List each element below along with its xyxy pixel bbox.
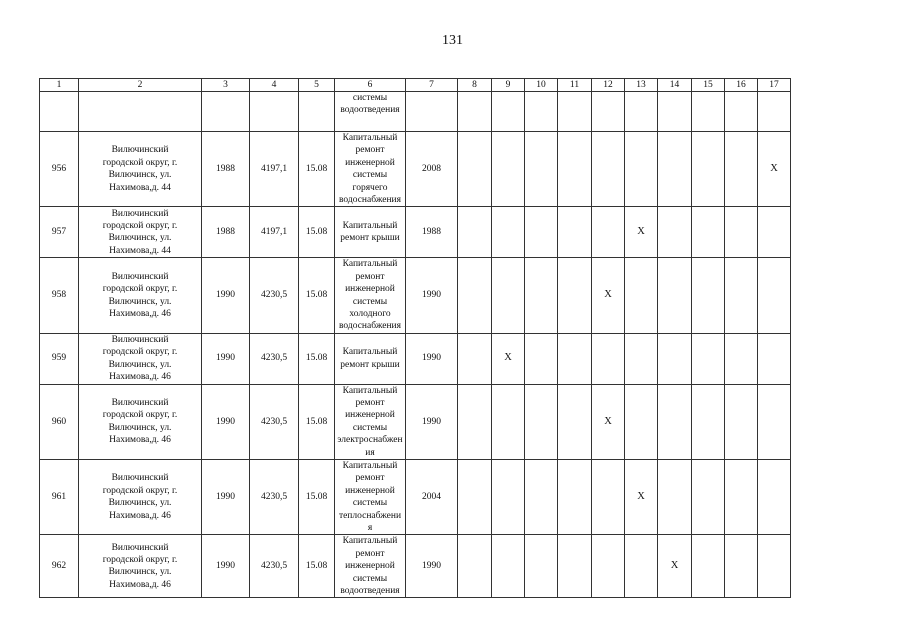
empty-cell	[558, 384, 592, 459]
empty-cell	[592, 132, 625, 207]
address-cell-line: Вилючинский	[111, 334, 169, 345]
column-header-8: 8	[458, 79, 492, 92]
work-type-cell-line: системы	[352, 93, 388, 103]
empty-cell	[725, 384, 758, 459]
column-header-14: 14	[658, 79, 692, 92]
address-cell-line: Вилючинск, ул.	[108, 296, 172, 307]
empty-cell	[758, 258, 791, 333]
table-row	[40, 207, 791, 258]
column-header-10: 10	[525, 79, 558, 92]
work-type-cell	[335, 92, 406, 132]
row-number-cell: 960	[40, 384, 79, 459]
empty-cell	[558, 333, 592, 384]
code-cell: 15.08	[299, 384, 335, 459]
mark-cell: X	[492, 333, 525, 384]
column-header-16: 16	[725, 79, 758, 92]
last-repair-year-cell: 2008	[406, 132, 458, 207]
address-cell-line: Нахимова,д. 46	[109, 579, 171, 590]
mark-cell: X	[592, 384, 625, 459]
empty-cell	[250, 92, 299, 132]
last-repair-year-cell: 1990	[406, 333, 458, 384]
empty-cell	[458, 384, 492, 459]
empty-cell	[558, 258, 592, 333]
repair-register-table	[39, 78, 791, 598]
address-cell-line: Нахимова,д. 46	[109, 372, 171, 383]
empty-cell	[725, 92, 758, 132]
address-cell-line: городской округ, г.	[102, 284, 178, 295]
empty-cell	[692, 92, 725, 132]
empty-cell	[692, 535, 725, 598]
continuation-row	[40, 92, 791, 132]
empty-cell	[692, 258, 725, 333]
work-type-cell-line: ремонт	[355, 271, 385, 282]
page-number: 131	[442, 33, 463, 48]
area-cell: 4197,1	[250, 132, 299, 207]
address-cell	[79, 132, 202, 207]
work-type-cell-line: водоснабжения	[338, 195, 402, 206]
empty-cell	[725, 535, 758, 598]
address-cell-line: Вилючинский	[111, 473, 169, 484]
address-cell-line: Вилючинский	[111, 145, 169, 156]
address-cell-line: Нахимова,д. 44	[109, 182, 171, 193]
table-row	[40, 459, 791, 534]
empty-cell	[492, 535, 525, 598]
work-type-cell-line: я	[367, 522, 373, 533]
empty-cell	[525, 384, 558, 459]
empty-cell	[725, 258, 758, 333]
address-cell-line: Вилючинск, ул.	[108, 567, 172, 578]
work-type-cell-line: водоснабжения	[338, 321, 402, 332]
column-header-15: 15	[692, 79, 725, 92]
work-type-cell-line: Капитальный	[342, 133, 398, 143]
work-type-cell-line: водоотведения	[340, 105, 400, 116]
code-cell: 15.08	[299, 132, 335, 207]
column-header-4: 4	[250, 79, 299, 92]
work-type-cell-line: ремонт	[355, 397, 385, 408]
empty-cell	[592, 92, 625, 132]
build-year-cell: 1990	[202, 333, 250, 384]
empty-cell	[625, 384, 658, 459]
address-cell-line: городской округ, г.	[102, 221, 178, 232]
empty-cell	[79, 92, 202, 132]
work-type-cell	[335, 384, 406, 459]
address-cell	[79, 384, 202, 459]
row-number-cell: 956	[40, 132, 79, 207]
build-year-cell: 1988	[202, 132, 250, 207]
work-type-cell-line: Капитальный	[342, 460, 398, 471]
work-type-cell-line: ремонт	[355, 473, 385, 484]
empty-cell	[458, 459, 492, 534]
address-cell	[79, 207, 202, 258]
build-year-cell: 1990	[202, 384, 250, 459]
empty-cell	[758, 535, 791, 598]
empty-cell	[492, 207, 525, 258]
address-cell-line: Нахимова,д. 46	[109, 510, 171, 521]
empty-cell	[658, 132, 692, 207]
work-type-cell-line: Капитальный	[342, 347, 398, 358]
area-cell: 4230,5	[250, 535, 299, 598]
empty-cell	[458, 132, 492, 207]
last-repair-year-cell: 1990	[406, 535, 458, 598]
work-type-cell-line: системы	[352, 498, 388, 509]
work-type-cell-line: системы	[352, 170, 388, 181]
work-type-cell-line: системы	[352, 573, 388, 584]
empty-cell	[458, 535, 492, 598]
empty-cell	[492, 92, 525, 132]
work-type-cell-line: ремонт	[355, 145, 385, 156]
address-cell-line: Нахимова,д. 46	[109, 435, 171, 446]
address-cell-line: Вилючинский	[111, 397, 169, 408]
work-type-cell	[335, 132, 406, 207]
work-type-cell-line: ремонт крыши	[340, 359, 400, 370]
build-year-cell: 1990	[202, 459, 250, 534]
column-header-1: 1	[40, 79, 79, 92]
address-cell-line: Нахимова,д. 44	[109, 245, 171, 256]
column-header-9: 9	[492, 79, 525, 92]
empty-cell	[592, 207, 625, 258]
work-type-cell-line: теплоснабжени	[338, 510, 402, 521]
empty-cell	[758, 459, 791, 534]
work-type-cell-line: инженерной	[345, 410, 395, 421]
work-type-cell-line: Капитальный	[342, 221, 398, 232]
empty-cell	[458, 207, 492, 258]
table-row	[40, 333, 791, 384]
area-cell: 4230,5	[250, 459, 299, 534]
empty-cell	[525, 459, 558, 534]
column-header-6: 6	[335, 79, 406, 92]
empty-cell	[525, 258, 558, 333]
build-year-cell: 1990	[202, 535, 250, 598]
work-type-cell	[335, 207, 406, 258]
table-row	[40, 535, 791, 598]
code-cell: 15.08	[299, 258, 335, 333]
empty-cell	[758, 207, 791, 258]
address-cell	[79, 258, 202, 333]
empty-cell	[592, 535, 625, 598]
work-type-cell-line: инженерной	[345, 284, 395, 295]
empty-cell	[525, 333, 558, 384]
empty-cell	[492, 459, 525, 534]
column-header-13: 13	[625, 79, 658, 92]
empty-cell	[692, 207, 725, 258]
column-header-5: 5	[299, 79, 335, 92]
empty-cell	[558, 535, 592, 598]
work-type-cell-line: водоотведения	[340, 586, 400, 596]
address-cell-line: городской округ, г.	[102, 347, 178, 358]
empty-cell	[625, 535, 658, 598]
empty-cell	[658, 92, 692, 132]
area-cell: 4230,5	[250, 384, 299, 459]
empty-cell	[658, 459, 692, 534]
address-cell-line: Вилючинск, ул.	[108, 233, 172, 244]
mark-cell: X	[625, 207, 658, 258]
empty-cell	[592, 333, 625, 384]
address-cell	[79, 333, 202, 384]
row-number-cell: 962	[40, 535, 79, 598]
work-type-cell-line: Капитальный	[342, 385, 398, 396]
address-cell-line: городской округ, г.	[102, 410, 178, 421]
empty-cell	[525, 207, 558, 258]
code-cell: 15.08	[299, 535, 335, 598]
column-header-2: 2	[79, 79, 202, 92]
table-row	[40, 132, 791, 207]
build-year-cell: 1990	[202, 258, 250, 333]
empty-cell	[492, 384, 525, 459]
empty-cell	[758, 92, 791, 132]
work-type-cell-line: инженерной	[345, 485, 395, 496]
work-type-cell-line: ия	[365, 447, 375, 458]
address-cell-line: городской округ, г.	[102, 485, 178, 496]
address-cell-line: Вилючинский	[111, 271, 169, 282]
work-type-cell-line: системы	[352, 422, 388, 433]
work-type-cell-line: Капитальный	[342, 259, 398, 270]
work-type-cell-line: системы	[352, 296, 388, 307]
empty-cell	[658, 333, 692, 384]
address-cell-line: Вилючинск, ул.	[108, 170, 172, 181]
column-header-3: 3	[202, 79, 250, 92]
empty-cell	[758, 384, 791, 459]
work-type-cell	[335, 333, 406, 384]
row-number-cell: 957	[40, 207, 79, 258]
empty-cell	[758, 333, 791, 384]
empty-cell	[558, 132, 592, 207]
empty-cell	[658, 207, 692, 258]
empty-cell	[558, 92, 592, 132]
work-type-cell	[335, 258, 406, 333]
row-number-cell: 958	[40, 258, 79, 333]
address-cell-line: Вилючинск, ул.	[108, 359, 172, 370]
empty-cell	[202, 92, 250, 132]
empty-cell	[406, 92, 458, 132]
empty-cell	[725, 207, 758, 258]
empty-cell	[458, 92, 492, 132]
empty-cell	[725, 459, 758, 534]
last-repair-year-cell: 2004	[406, 459, 458, 534]
address-cell-line: Вилючинский	[111, 542, 169, 553]
empty-cell	[492, 258, 525, 333]
last-repair-year-cell: 1990	[406, 384, 458, 459]
table-row	[40, 258, 791, 333]
empty-cell	[592, 459, 625, 534]
address-cell-line: Вилючинск, ул.	[108, 498, 172, 509]
empty-cell	[658, 384, 692, 459]
empty-cell	[525, 132, 558, 207]
work-type-cell-line: ремонт	[355, 548, 385, 559]
address-cell	[79, 459, 202, 534]
work-type-cell-line: холодного	[349, 309, 391, 320]
address-cell-line: Нахимова,д. 46	[109, 309, 171, 320]
column-header-7: 7	[406, 79, 458, 92]
empty-cell	[658, 258, 692, 333]
empty-cell	[692, 333, 725, 384]
column-header-12: 12	[592, 79, 625, 92]
table-row	[40, 384, 791, 459]
code-cell: 15.08	[299, 333, 335, 384]
empty-cell	[525, 535, 558, 598]
address-cell-line: городской округ, г.	[102, 157, 178, 168]
work-type-cell	[335, 535, 406, 598]
last-repair-year-cell: 1990	[406, 258, 458, 333]
address-cell-line: городской округ, г.	[102, 554, 178, 565]
empty-cell	[692, 459, 725, 534]
empty-cell	[625, 132, 658, 207]
mark-cell: X	[625, 459, 658, 534]
empty-cell	[492, 132, 525, 207]
code-cell: 15.08	[299, 459, 335, 534]
empty-cell	[40, 92, 79, 132]
last-repair-year-cell: 1988	[406, 207, 458, 258]
work-type-cell-line: инженерной	[345, 561, 395, 572]
row-number-cell: 959	[40, 333, 79, 384]
empty-cell	[525, 92, 558, 132]
mark-cell: X	[658, 535, 692, 598]
empty-cell	[558, 207, 592, 258]
column-number-header	[40, 79, 791, 92]
row-number-cell: 961	[40, 459, 79, 534]
column-header-17: 17	[758, 79, 791, 92]
empty-cell	[725, 132, 758, 207]
address-cell-line: Вилючинский	[111, 208, 169, 219]
empty-cell	[625, 92, 658, 132]
build-year-cell: 1988	[202, 207, 250, 258]
mark-cell: X	[758, 132, 791, 207]
empty-cell	[458, 333, 492, 384]
code-cell: 15.08	[299, 207, 335, 258]
work-type-cell-line: Капитальный	[342, 536, 398, 547]
work-type-cell-line: ремонт крыши	[340, 233, 400, 244]
address-cell	[79, 535, 202, 598]
mark-cell: X	[592, 258, 625, 333]
empty-cell	[299, 92, 335, 132]
work-type-cell-line: электроснабжен	[337, 435, 403, 446]
empty-cell	[725, 333, 758, 384]
work-type-cell-line: горячего	[352, 182, 388, 193]
empty-cell	[625, 258, 658, 333]
work-type-cell-line: инженерной	[345, 157, 395, 168]
empty-cell	[558, 459, 592, 534]
area-cell: 4230,5	[250, 333, 299, 384]
area-cell: 4230,5	[250, 258, 299, 333]
empty-cell	[692, 384, 725, 459]
empty-cell	[692, 132, 725, 207]
table-body	[40, 92, 791, 598]
column-header-11: 11	[558, 79, 592, 92]
work-type-cell	[335, 459, 406, 534]
area-cell: 4197,1	[250, 207, 299, 258]
empty-cell	[458, 258, 492, 333]
empty-cell	[625, 333, 658, 384]
address-cell-line: Вилючинск, ул.	[108, 422, 172, 433]
